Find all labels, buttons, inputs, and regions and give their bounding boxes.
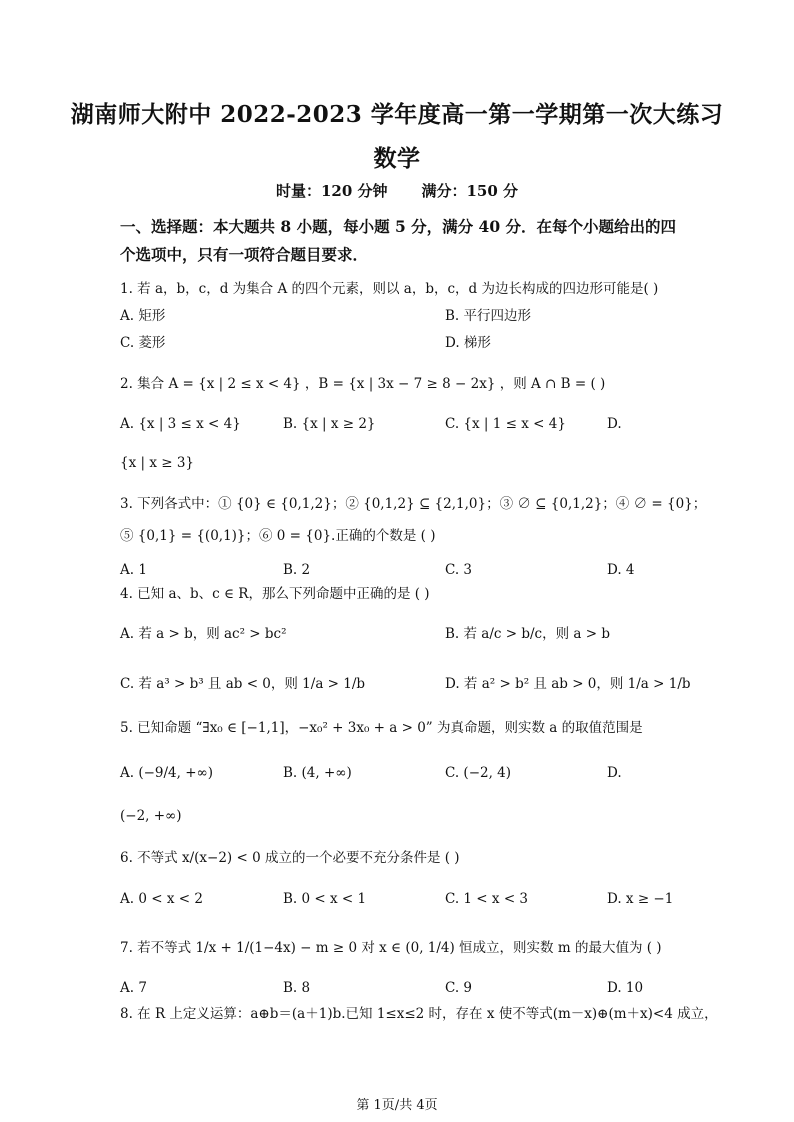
question-4-stem: 4. 已知 a、b、c ∈ R，那么下列命题中正确的是 ( ) — [120, 586, 430, 602]
question-8-stem: 8. 在 R 上定义运算：a⊕b＝(a＋1)b.已知 1≤x≤2 时，存在 x 使不等式(m－x)⊕(m＋x)<4 成立， — [120, 1006, 718, 1022]
question-5-stem: 5. 已知命题 “∃x₀ ∈ [−1,1]，−x₀² + 3x₀ + a > 0” 为真命题，则实数 a 的取值范围是 — [120, 720, 643, 736]
question-1-stem: 1. 若 a，b，c，d 为集合 A 的四个元素，则以 a，b，c，d 为边长构成的四边形可能是( ) — [120, 281, 659, 297]
section-heading-line2: 个选项中，只有一项符合题目要求． — [120, 245, 369, 264]
exam-title: 湖南师大附中 2022-2023 学年度高一第一学期第一次大练习 — [70, 101, 724, 128]
question-5-option-c: C. (−2, 4) — [445, 765, 512, 781]
exam-meta — [0, 180, 794, 201]
subject-title: 数学 — [373, 145, 421, 172]
question-2-option-c: C. {x | 1 ≤ x < 4} — [445, 416, 566, 432]
question-2-option-b: B. {x | x ≥ 2} — [283, 416, 376, 432]
question-7-option-c: C. 9 — [445, 980, 473, 996]
question-6-option-a: A. 0 < x < 2 — [120, 891, 203, 907]
question-7-option-a: A. 7 — [120, 980, 147, 996]
question-5-option-d: D. — [607, 765, 622, 781]
question-5-option-a: A. (−9/4, +∞) — [120, 765, 214, 781]
question-3-option-a: A. 1 — [120, 562, 147, 578]
question-4-option-c: C. 若 a³ > b³ 且 ab < 0，则 1/a > 1/b — [120, 676, 366, 692]
question-1-option-a: A. 矩形 — [120, 308, 166, 324]
question-2-option-d: D. — [607, 416, 622, 432]
question-5-option-d-value: (−2, +∞) — [120, 808, 182, 824]
question-3-option-d: D. 4 — [607, 562, 635, 578]
question-7-stem: 7. 若不等式 1/x + 1/(1−4x) − m ≥ 0 对 x ∈ (0, 1/4) 恒成立，则实数 m 的最大值为 ( ) — [120, 940, 662, 956]
question-3-stem-line1: 3. 下列各式中：① {0} ∈ {0,1,2}；② {0,1,2} ⊆ {2,1,0}；③ ∅ ⊆ {0,1,2}；④ ∅ = {0}； — [120, 496, 707, 512]
question-2-option-a: A. {x | 3 ≤ x < 4} — [120, 416, 241, 432]
question-7-option-b: B. 8 — [283, 980, 311, 996]
question-3-stem-line2: ⑤ {0,1} = {(0,1)}；⑥ 0 = {0}.正确的个数是 ( ) — [120, 528, 436, 544]
question-3-option-c: C. 3 — [445, 562, 473, 578]
question-2-option-d-value: {x | x ≥ 3} — [120, 455, 195, 471]
section-heading-line1: 一、选择题：本大题共 8 小题，每小题 5 分，满分 40 分．在每个小题给出的四 — [120, 217, 677, 236]
question-1-option-d: D. 梯形 — [445, 335, 491, 351]
question-2-stem: 2. 集合 A = {x | 2 ≤ x < 4} ，B = {x | 3x − 7 ≥ 8 − 2x} ，则 A ∩ B = ( ) — [120, 376, 606, 392]
question-1-option-c: C. 菱形 — [120, 335, 166, 351]
question-4-option-a: A. 若 a > b，则 ac² > bc² — [120, 626, 287, 642]
question-6-option-d: D. x ≥ −1 — [607, 891, 674, 907]
question-5-option-b: B. (4, +∞) — [283, 765, 352, 781]
question-4-option-d: D. 若 a² > b² 且 ab > 0，则 1/a > 1/b — [445, 676, 691, 692]
question-4-option-b: B. 若 a/c > b/c，则 a > b — [445, 626, 610, 642]
question-7-option-d: D. 10 — [607, 980, 644, 996]
full-score: 满分：150 分 — [421, 182, 519, 200]
question-6-option-c: C. 1 < x < 3 — [445, 891, 529, 907]
time-limit: 时量：120 分钟 — [275, 182, 388, 200]
question-6-option-b: B. 0 < x < 1 — [283, 891, 367, 907]
page-footer: 第 1页/共 4页 — [356, 1098, 438, 1113]
question-6-stem: 6. 不等式 x/(x−2) < 0 成立的一个必要不充分条件是 ( ) — [120, 850, 460, 866]
question-3-option-b: B. 2 — [283, 562, 311, 578]
question-1-option-b: B. 平行四边形 — [445, 308, 532, 324]
